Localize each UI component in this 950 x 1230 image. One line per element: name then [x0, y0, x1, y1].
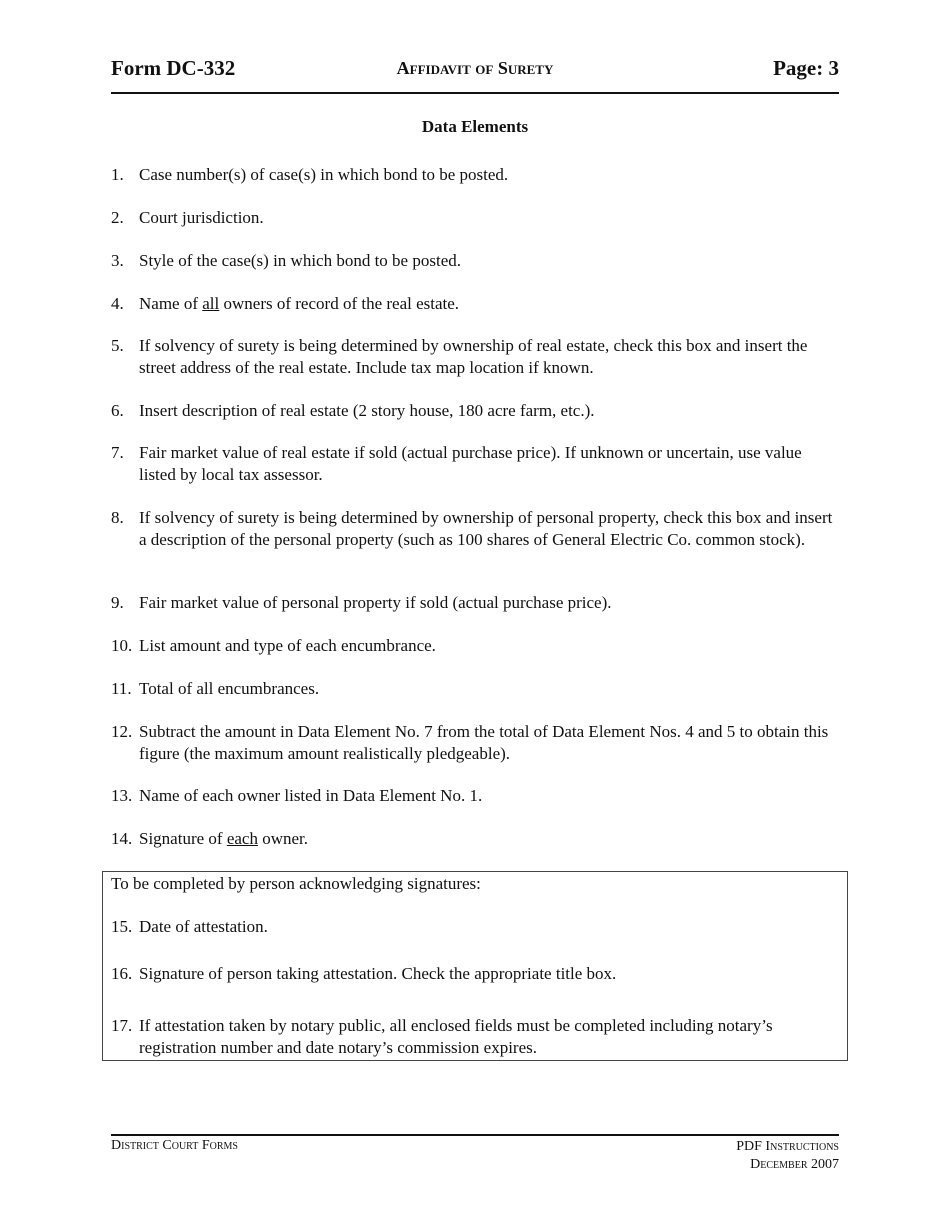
section-title: Data Elements — [421, 117, 529, 136]
data-element-9 — [111, 592, 839, 614]
item-text-pre: Signature of — [139, 829, 227, 848]
item-number: 15. — [111, 917, 133, 936]
data-element-17 — [111, 1015, 839, 1059]
item-text: If solvency of surety is being determined by ownership of personal property, check this box and insert a description of the personal property (such as 100 shares of General Electric Co. common stock). — [139, 508, 833, 549]
item-number: 2. — [111, 208, 124, 227]
item-number: 9. — [111, 593, 124, 612]
data-element-3 — [111, 250, 839, 272]
footer-right-line1: PDF Instructions — [736, 1139, 839, 1154]
item-number: 8. — [111, 508, 124, 527]
page-header — [111, 52, 839, 94]
data-element-16 — [111, 963, 839, 985]
item-text: Style of the case(s) in which bond to be posted. — [139, 251, 461, 270]
data-element-5 — [111, 335, 839, 379]
item-text: Fair market value of real estate if sold (actual purchase price). If unknown or uncertain, use value listed by local tax assessor. — [139, 443, 802, 484]
item-number: 4. — [111, 294, 124, 313]
item-text-underlined: all — [202, 294, 220, 313]
item-number: 16. — [111, 964, 133, 983]
item-text: Insert description of real estate (2 story house, 180 acre farm, etc.). — [139, 401, 595, 420]
item-text: Signature of person taking attestation. Check the appropriate title box. — [139, 964, 617, 983]
item-number: 10. — [111, 636, 133, 655]
item-number: 7. — [111, 443, 124, 462]
item-text: If solvency of surety is being determined by ownership of real estate, check this box and insert the street address of the real estate. Include tax map location if known. — [139, 336, 808, 377]
item-text: Total of all encumbrances. — [139, 679, 320, 698]
data-element-10 — [111, 635, 839, 657]
item-text: Case number(s) of case(s) in which bond to be posted. — [139, 165, 509, 184]
data-element-7 — [111, 442, 839, 486]
form-id: Form DC-332 — [111, 56, 236, 80]
item-text: List amount and type of each encumbrance. — [139, 636, 436, 655]
footer-left: District Court Forms — [111, 1138, 238, 1153]
data-element-2 — [111, 207, 839, 229]
item-text: If attestation taken by notary public, all enclosed fields must be completed including notary’s registration number and date notary’s commission expires. — [139, 1016, 773, 1057]
item-text-post: owners of record of the real estate. — [219, 294, 460, 313]
item-text-pre: Name of — [139, 294, 203, 313]
document-title: Affidavit of Surety — [396, 58, 554, 78]
data-element-6 — [111, 400, 839, 422]
item-number: 12. — [111, 722, 133, 741]
item-text: Name of each owner listed in Data Element No. 1. — [139, 786, 483, 805]
item-text: Subtract the amount in Data Element No. 7 from the total of Data Element Nos. 4 and 5 to obtain this figure (the maximum amount realistically pledgeable). — [139, 722, 829, 763]
footer-right — [736, 1138, 839, 1174]
item-text: Court jurisdiction. — [139, 208, 264, 227]
data-element-11 — [111, 678, 839, 700]
item-number: 1. — [111, 165, 124, 184]
data-element-12 — [111, 721, 839, 765]
item-number: 14. — [111, 829, 133, 848]
data-element-15 — [111, 916, 839, 938]
data-element-4 — [111, 293, 839, 315]
item-text-post: owner. — [257, 829, 309, 848]
data-element-1 — [111, 164, 839, 186]
item-number: 5. — [111, 336, 124, 355]
data-element-13 — [111, 785, 839, 807]
page-number: Page: 3 — [773, 56, 839, 80]
item-text — [139, 293, 839, 315]
item-number: 11. — [111, 679, 132, 698]
item-number: 6. — [111, 401, 124, 420]
item-number: 13. — [111, 786, 133, 805]
data-element-14 — [111, 828, 839, 850]
item-text: Fair market value of personal property if sold (actual purchase price). — [139, 593, 612, 612]
item-number: 3. — [111, 251, 124, 270]
acknowledgement-intro: To be completed by person acknowledging signatures: — [111, 874, 481, 893]
data-element-8 — [111, 507, 839, 551]
item-text: Date of attestation. — [139, 917, 268, 936]
item-number: 17. — [111, 1016, 133, 1035]
item-text-underlined: each — [226, 829, 258, 848]
footer-divider — [111, 1134, 839, 1136]
footer-right-line2: December 2007 — [750, 1157, 839, 1172]
item-text — [139, 828, 839, 850]
